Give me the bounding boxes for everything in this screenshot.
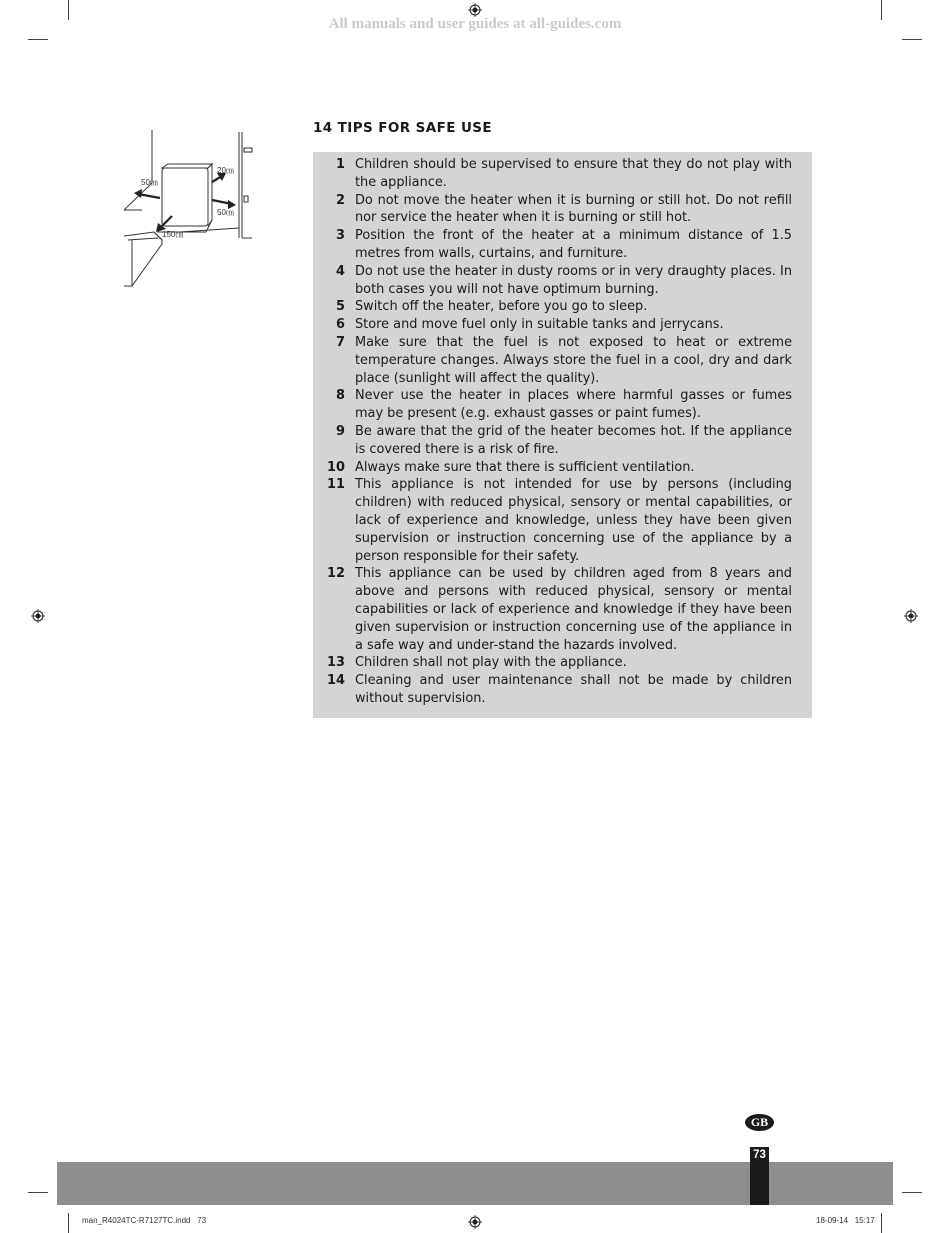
tip-text: Do not use the heater in dusty rooms or in very draughty places. In both cases you will not have optimum burning. bbox=[355, 263, 792, 297]
tip-number: 12 bbox=[327, 566, 345, 582]
tip-item bbox=[313, 227, 792, 263]
registration-mark-icon bbox=[468, 1215, 482, 1229]
tip-item bbox=[313, 334, 792, 387]
diagram-label-top-right: 20㎝ bbox=[217, 166, 234, 175]
tip-item bbox=[313, 654, 792, 672]
registration-mark-icon bbox=[904, 609, 918, 623]
slug-file-name: man_R4024TC-R7127TC.indd 73 bbox=[82, 1216, 207, 1225]
tip-item bbox=[313, 316, 792, 334]
tip-text: Never use the heater in places where harmful gasses or fumes may be present (e.g. exhaust gasses or paint fumes). bbox=[355, 388, 792, 422]
diagram-label-left: 50㎝ bbox=[141, 178, 158, 187]
diagram-label-front: 150㎝ bbox=[162, 230, 184, 239]
tip-number: 14 bbox=[327, 673, 345, 689]
tip-item bbox=[313, 263, 792, 299]
crop-mark bbox=[28, 39, 48, 40]
heater-clearance-diagram bbox=[122, 128, 257, 288]
tip-number: 4 bbox=[336, 263, 345, 279]
tip-text: Always make sure that there is sufficient ventilation. bbox=[355, 459, 695, 475]
tip-text: Store and move fuel only in suitable tanks and jerrycans. bbox=[355, 317, 724, 333]
tip-text: Make sure that the fuel is not exposed to heat or extreme temperature changes. Always store the fuel in a cool, dry and dark place (sunlight will affect the quality). bbox=[355, 334, 792, 386]
tip-number: 8 bbox=[336, 388, 345, 404]
registration-mark-icon bbox=[31, 609, 45, 623]
tip-text: This appliance can be used by children aged from 8 years and above and persons with reduced physical, sensory or mental capabilities or lack of experience and knowledge if they have been given supervision or instruction concerning use of the appliance in a safe way and under-stand the hazards involved. bbox=[355, 566, 792, 653]
tip-number: 5 bbox=[336, 299, 345, 315]
tips-list bbox=[313, 152, 812, 708]
tip-number: 2 bbox=[336, 192, 345, 208]
section-title: 14 TIPS FOR SAFE USE bbox=[313, 120, 493, 136]
tips-box bbox=[313, 152, 812, 718]
tip-number: 7 bbox=[336, 334, 345, 350]
crop-mark bbox=[28, 1192, 48, 1193]
tip-text: Cleaning and user maintenance shall not be made by children without supervision. bbox=[355, 673, 792, 706]
watermark: All manuals and user guides at all-guides.com bbox=[328, 16, 622, 32]
tip-item bbox=[313, 156, 792, 192]
diagram-label-right: 50㎝ bbox=[217, 208, 234, 217]
crop-mark bbox=[881, 1213, 882, 1233]
tip-number: 3 bbox=[336, 228, 345, 244]
tip-text: Do not move the heater when it is burning or still hot. Do not refill nor service the heater when it is burning or still hot. bbox=[355, 192, 792, 226]
crop-mark bbox=[902, 39, 922, 40]
tip-number: 6 bbox=[336, 317, 345, 333]
crop-mark bbox=[902, 1192, 922, 1193]
tip-item bbox=[313, 459, 792, 477]
tip-number: 9 bbox=[336, 423, 345, 439]
tip-text: This appliance is not intended for use by persons (including children) with reduced physical, sensory or mental capabilities, or lack of experience and knowledge, unless they have been given supervision or instruction concerning use of the appliance by a person responsible for their safety. bbox=[355, 477, 792, 564]
tip-item bbox=[313, 476, 792, 565]
tip-item bbox=[313, 423, 792, 459]
crop-mark bbox=[68, 1213, 69, 1233]
page-number: 73 bbox=[753, 1149, 766, 1161]
tip-number: 1 bbox=[336, 157, 345, 172]
tip-item bbox=[313, 192, 792, 228]
tip-item bbox=[313, 672, 792, 708]
language-badge: GB bbox=[745, 1114, 774, 1131]
tip-item bbox=[313, 565, 792, 654]
tip-text: Be aware that the grid of the heater becomes hot. If the appliance is covered there is a risk of fire. bbox=[355, 423, 792, 457]
tip-text: Children shall not play with the appliance. bbox=[355, 655, 627, 671]
tip-text: Children should be supervised to ensure that they do not play with the appliance. bbox=[355, 157, 792, 190]
tip-item bbox=[313, 387, 792, 423]
tip-item bbox=[313, 298, 792, 316]
tip-number: 11 bbox=[327, 477, 345, 493]
slug-date-time: 18-09-14 15:17 bbox=[816, 1216, 875, 1225]
tip-number: 13 bbox=[327, 655, 345, 671]
registration-mark-icon bbox=[468, 3, 482, 17]
tip-text: Switch off the heater, before you go to sleep. bbox=[355, 299, 648, 315]
tip-text: Position the front of the heater at a minimum distance of 1.5 metres from walls, curtains, and furniture. bbox=[355, 228, 792, 261]
tip-number: 10 bbox=[327, 459, 345, 475]
